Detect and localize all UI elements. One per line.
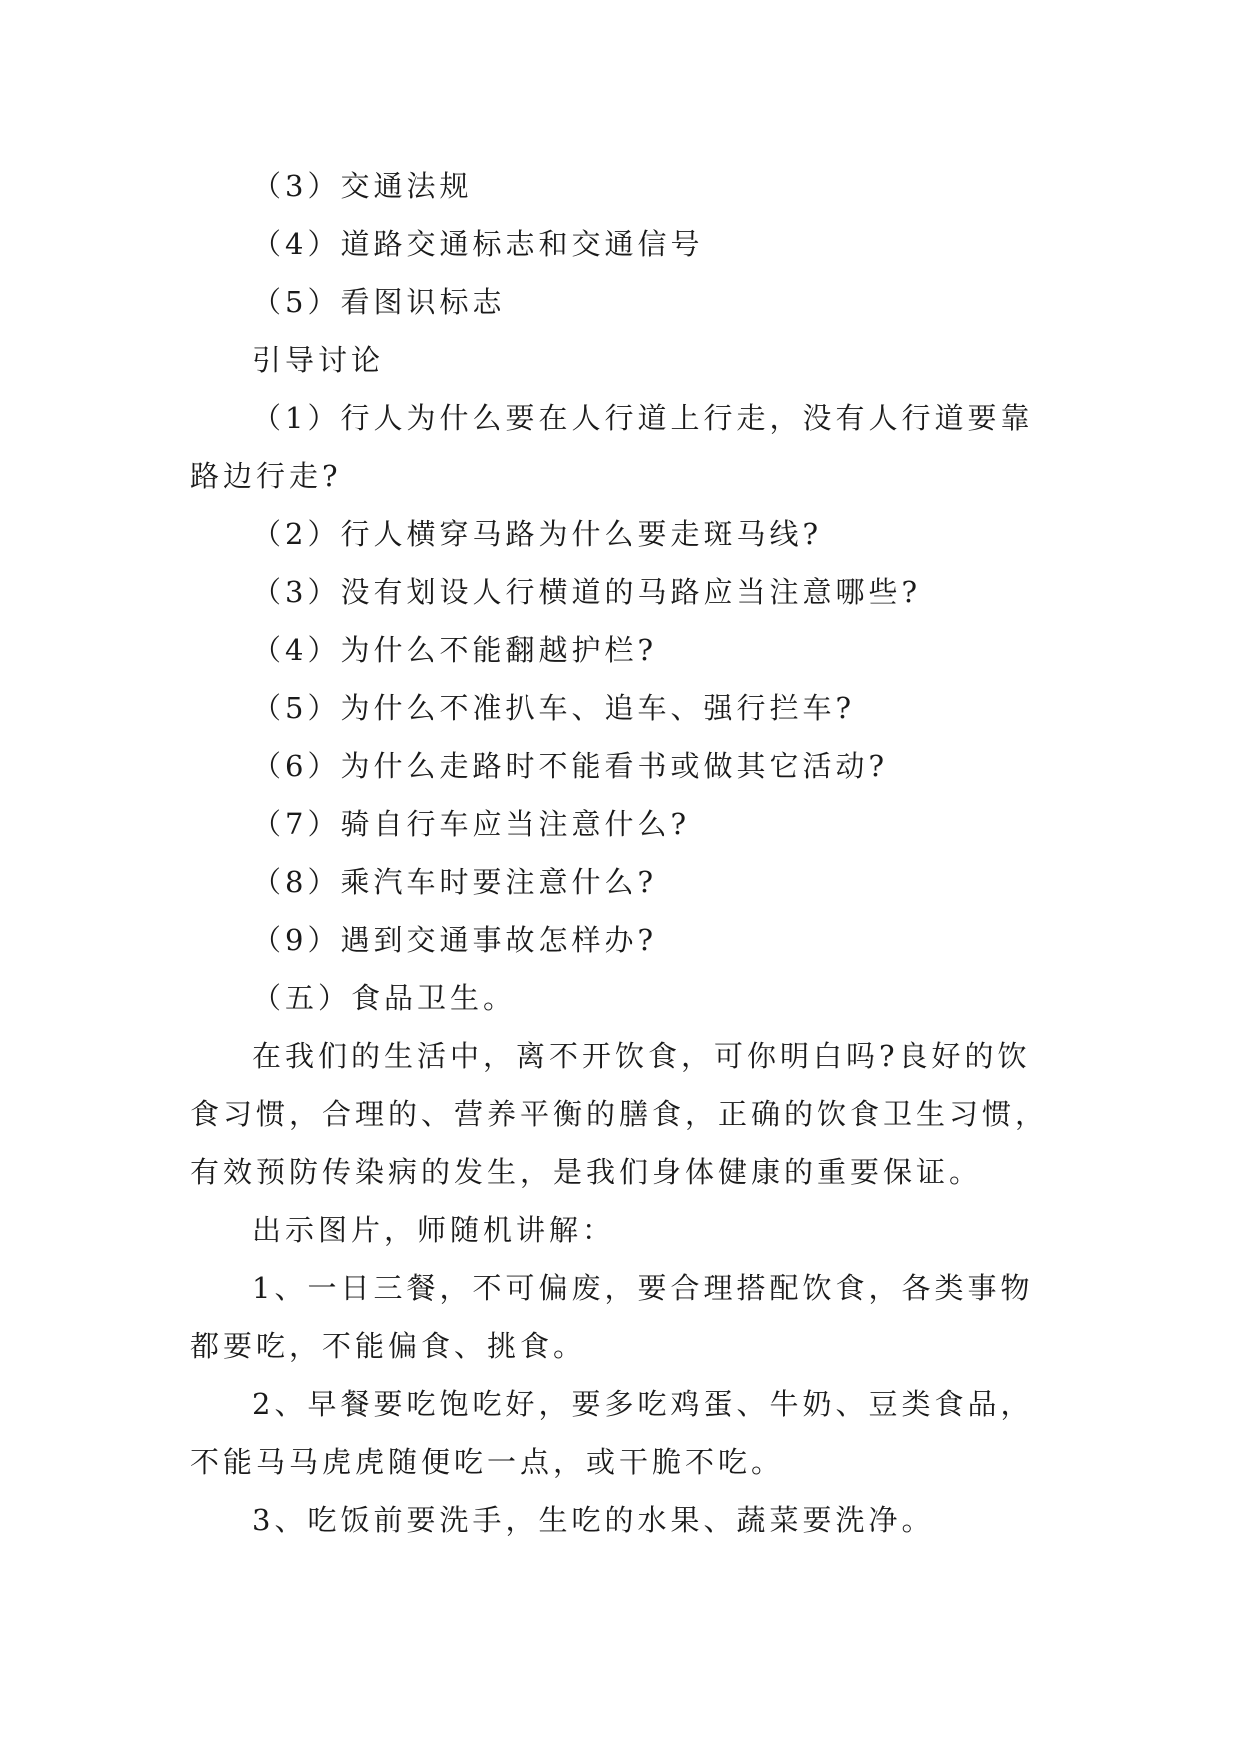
list-item: （3）交通法规: [252, 169, 473, 203]
list-item: （2）行人横穿马路为什么要走斑马线?: [252, 517, 822, 551]
document-body: [190, 157, 1070, 1549]
list-item: （9）遇到交通事故怎样办?: [252, 923, 657, 957]
list-item: （3）没有划设人行横道的马路应当注意哪些?: [252, 575, 921, 609]
list-item: （5）为什么不准扒车、追车、强行拦车?: [252, 691, 855, 725]
list-item: （8）乘汽车时要注意什么?: [252, 865, 657, 899]
list-item: （6）为什么走路时不能看书或做其它活动?: [252, 749, 888, 783]
list-item-continuation: 路边行走?: [190, 459, 342, 493]
list-item-continuation: 都要吃，不能偏食、挑食。: [190, 1329, 587, 1363]
list-item: （1）行人为什么要在人行道上行走，没有人行道要靠: [252, 401, 1034, 435]
list-item: （5）看图识标志: [252, 285, 506, 319]
list-item: （4）为什么不能翻越护栏?: [252, 633, 657, 667]
list-item: 2、早餐要吃饱吃好，要多吃鸡蛋、牛奶、豆类食品，: [252, 1387, 1034, 1421]
section-heading: （五）食品卫生。: [252, 981, 517, 1015]
paragraph-line: 有效预防传染病的发生，是我们身体健康的重要保证。: [190, 1155, 983, 1189]
list-item: （7）骑自行车应当注意什么?: [252, 807, 690, 841]
section-heading: 引导讨论: [252, 343, 385, 377]
paragraph-line: 在我们的生活中，离不开饮食，可你明白吗?良好的饮: [252, 1039, 1031, 1073]
list-item: 1、一日三餐，不可偏废，要合理搭配饮食，各类事物: [252, 1271, 1034, 1305]
paragraph-line: 食习惯，合理的、营养平衡的膳食，正确的饮食卫生习惯，: [190, 1097, 1049, 1131]
list-item-continuation: 不能马马虎虎随便吃一点，或干脆不吃。: [190, 1445, 785, 1479]
list-item: 3、吃饭前要洗手，生吃的水果、蔬菜要洗净。: [252, 1503, 935, 1537]
paragraph-line: 出示图片，师随机讲解：: [252, 1213, 616, 1247]
list-item: （4）道路交通标志和交通信号: [252, 227, 704, 261]
